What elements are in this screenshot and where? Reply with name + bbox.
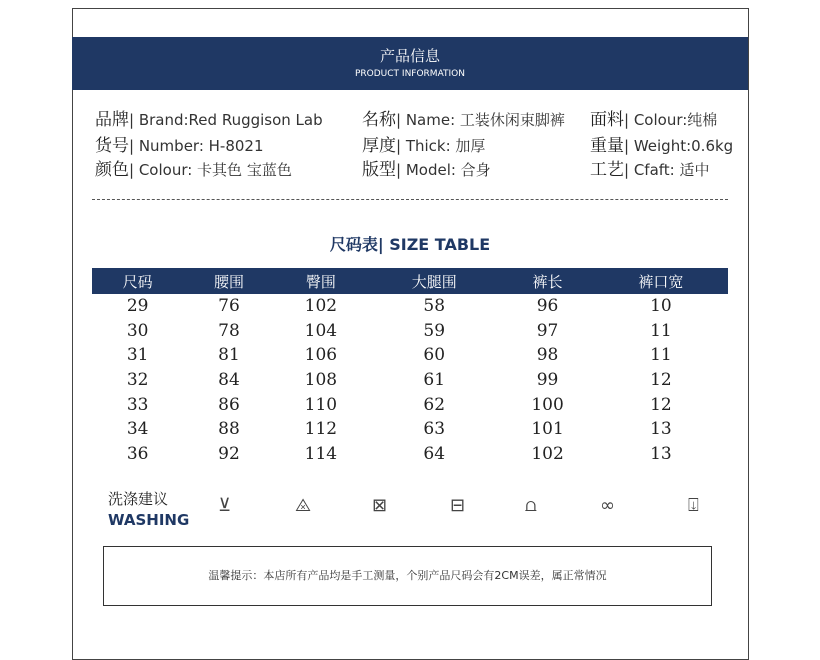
- column-header: 臀围: [275, 268, 368, 294]
- divider: [92, 199, 728, 200]
- table-cell: 102: [304, 296, 338, 317]
- table-cell: 59: [423, 320, 446, 341]
- table-cell: 88: [218, 419, 240, 440]
- table-cell: 13: [650, 443, 672, 464]
- info-item: 品牌| Brand:Red Ruggison Lab: [95, 110, 323, 130]
- table-cell: 64: [423, 443, 446, 464]
- info-key: 工艺: [590, 160, 624, 180]
- table-cell: 96: [536, 296, 559, 317]
- info-item: 颜色| Colour: 卡其色 宝蓝色: [95, 160, 292, 180]
- washing-cn: 洗涤建议: [108, 490, 169, 508]
- title-cn: 产品信息: [379, 47, 440, 65]
- table-cell: 29: [126, 296, 149, 317]
- info-key: 名称: [362, 110, 396, 130]
- info-item: 货号| Number: H-8021: [95, 136, 264, 156]
- table-cell: 62: [423, 394, 446, 415]
- no-wring-icon: ∞: [600, 495, 615, 516]
- size-table-title: 尺码表| SIZE TABLE: [329, 235, 491, 254]
- info-key: 厚度: [362, 136, 396, 156]
- column-header: 尺码: [92, 268, 183, 294]
- info-value: Name: 工装休闲束脚裤: [405, 111, 565, 129]
- table-row: [92, 343, 728, 368]
- info-item: 名称| Name: 工装休闲束脚裤: [362, 110, 565, 130]
- table-cell: 86: [218, 394, 240, 415]
- info-key: 面料: [590, 110, 624, 130]
- info-key: 颜色: [95, 160, 129, 180]
- table-cell: 61: [423, 370, 446, 391]
- table-cell: 31: [126, 345, 149, 366]
- note-box: 温馨提示：本店所有产品均是手工测量，个别产品尺码会有2CM误差，属正常情况: [103, 546, 712, 606]
- table-row: [92, 319, 728, 344]
- column-header: 腰围: [183, 268, 274, 294]
- info-value: Thick: 加厚: [405, 137, 486, 155]
- column-header: 裤口宽: [594, 268, 728, 294]
- info-value: Weight:0.6kg: [633, 137, 734, 155]
- hand-wash-icon: ⊻: [218, 495, 232, 516]
- table-cell: 12: [650, 370, 672, 391]
- table-cell: 36: [126, 443, 149, 464]
- table-cell: 114: [304, 443, 338, 464]
- dry-flat-icon: ⊟: [450, 495, 466, 516]
- table-cell: 63: [423, 419, 446, 440]
- info-item: 面料| Colour:纯棉: [590, 110, 718, 130]
- table-cell: 34: [126, 419, 149, 440]
- table-cell: 33: [126, 394, 149, 415]
- table-row: [92, 442, 728, 467]
- table-cell: 100: [531, 394, 564, 415]
- info-item: 工艺| Cfaft: 适中: [590, 160, 710, 180]
- info-value: Number: H-8021: [138, 137, 264, 155]
- table-cell: 101: [531, 419, 564, 440]
- info-key: 货号: [95, 136, 129, 156]
- info-value: Colour: 卡其色 宝蓝色: [138, 161, 292, 179]
- table-row: [92, 368, 728, 393]
- table-cell: 60: [423, 345, 446, 366]
- info-key: 品牌: [95, 110, 129, 130]
- header-banner: [72, 37, 748, 90]
- table-cell: 76: [218, 296, 240, 317]
- column-header: 裤长: [501, 268, 594, 294]
- washing-label: [108, 488, 189, 529]
- table-cell: 108: [304, 370, 338, 391]
- table-cell: 97: [536, 320, 559, 341]
- info-item: 重量| Weight:0.6kg: [590, 136, 734, 156]
- no-bleach-icon: ⨻: [295, 495, 312, 516]
- dry-clean-icon: ⍗: [688, 495, 699, 516]
- info-value: Model: 合身: [405, 161, 491, 179]
- table-cell: 98: [536, 345, 559, 366]
- table-row: [92, 392, 728, 417]
- no-iron-icon: ⩍: [525, 495, 537, 516]
- table-cell: 58: [423, 296, 446, 317]
- table-cell: 32: [126, 370, 149, 391]
- table-cell: 92: [218, 443, 240, 464]
- table-cell: 112: [304, 419, 338, 440]
- table-cell: 11: [650, 345, 672, 366]
- info-value: Brand:Red Ruggison Lab: [138, 111, 323, 129]
- table-cell: 81: [218, 345, 240, 366]
- table-cell: 110: [304, 394, 338, 415]
- table-cell: 11: [650, 320, 672, 341]
- table-row: [92, 417, 728, 442]
- table-cell: 104: [304, 320, 338, 341]
- table-cell: 30: [126, 320, 149, 341]
- column-header: 大腿围: [367, 268, 501, 294]
- info-item: 厚度| Thick: 加厚: [362, 136, 486, 156]
- table-cell: 84: [218, 370, 240, 391]
- title-en: PRODUCT INFORMATION: [354, 69, 466, 79]
- no-tumble-dry-icon: ⊠: [372, 495, 388, 516]
- table-cell: 10: [650, 296, 672, 317]
- table-cell: 12: [650, 394, 672, 415]
- info-key: 重量: [590, 136, 624, 156]
- info-item: 版型| Model: 合身: [362, 160, 491, 180]
- table-cell: 13: [650, 419, 672, 440]
- table-cell: 102: [531, 443, 564, 464]
- table-cell: 99: [536, 370, 559, 391]
- washing-en: WASHING: [108, 511, 190, 529]
- table-cell: 106: [304, 345, 338, 366]
- info-value: Colour:纯棉: [633, 111, 718, 129]
- table-cell: 78: [218, 320, 240, 341]
- size-table: [92, 268, 728, 466]
- info-value: Cfaft: 适中: [633, 161, 710, 179]
- table-row: [92, 294, 728, 319]
- info-key: 版型: [362, 160, 396, 180]
